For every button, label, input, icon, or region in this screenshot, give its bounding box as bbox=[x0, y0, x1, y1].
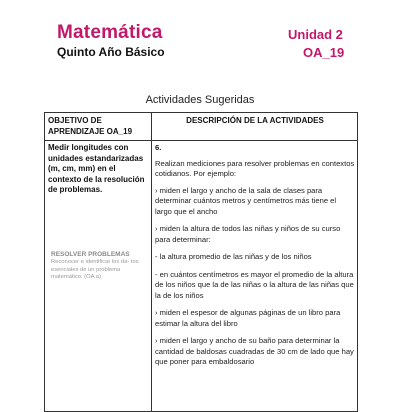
description-column-header: DESCRIPCIÓN DE LA ACTIVIDADES bbox=[186, 116, 324, 125]
section-title: Actividades Sugeridas bbox=[145, 94, 255, 106]
resolver-problemas-title: RESOLVER PROBLEMAS bbox=[51, 251, 130, 258]
activity-item: - en cuántos centímetros es mayor el promedio de la altura de los niños que la de las niñas o la altura de las niñas que la de los niños bbox=[155, 269, 354, 300]
header-row-divider bbox=[45, 140, 357, 141]
subject-title: Matemática bbox=[57, 22, 163, 43]
column-divider bbox=[151, 113, 152, 411]
activity-intro: Realizan mediciones para resolver problemas en contextos cotidianos. Por ejemplo: bbox=[155, 158, 355, 178]
objective-text: Medir longitudes con unidades estandarizadas (m, cm, mm) en el contexto de la resolución de problemas. bbox=[48, 143, 145, 194]
activities-table bbox=[44, 112, 358, 412]
activity-item: › miden el espesor de algunas páginas de un libro para estimar la altura del libro bbox=[155, 308, 341, 328]
objective-column-header: OBJETIVO DE APRENDIZAJE OA_19 bbox=[48, 116, 133, 136]
activity-number: 6. bbox=[155, 143, 162, 152]
activity-item: › miden la altura de todos las niñas y niños de su curso para determinar: bbox=[155, 224, 341, 244]
oa-code: OA_19 bbox=[303, 45, 345, 60]
activity-description bbox=[155, 143, 355, 375]
unit-label: Unidad 2 bbox=[288, 27, 343, 42]
activity-item: - la altura promedio de las niñas y de los niños bbox=[155, 252, 312, 261]
activity-item: › miden el largo y ancho de su baño para determinar la cantidad de baldosas cuadradas de 30 cm de lado que hay que poner para embaldosario bbox=[155, 336, 354, 366]
activity-item: › miden el largo y ancho de la sala de clases para determinar cuántos metros y centímetros más tiene el largo que el ancho bbox=[155, 185, 337, 216]
resolver-problemas-text: Reconocer e identificar los da- tos esenciales de un problema matemático. (OA a) bbox=[51, 259, 139, 280]
grade-subtitle: Quinto Año Básico bbox=[57, 45, 165, 59]
